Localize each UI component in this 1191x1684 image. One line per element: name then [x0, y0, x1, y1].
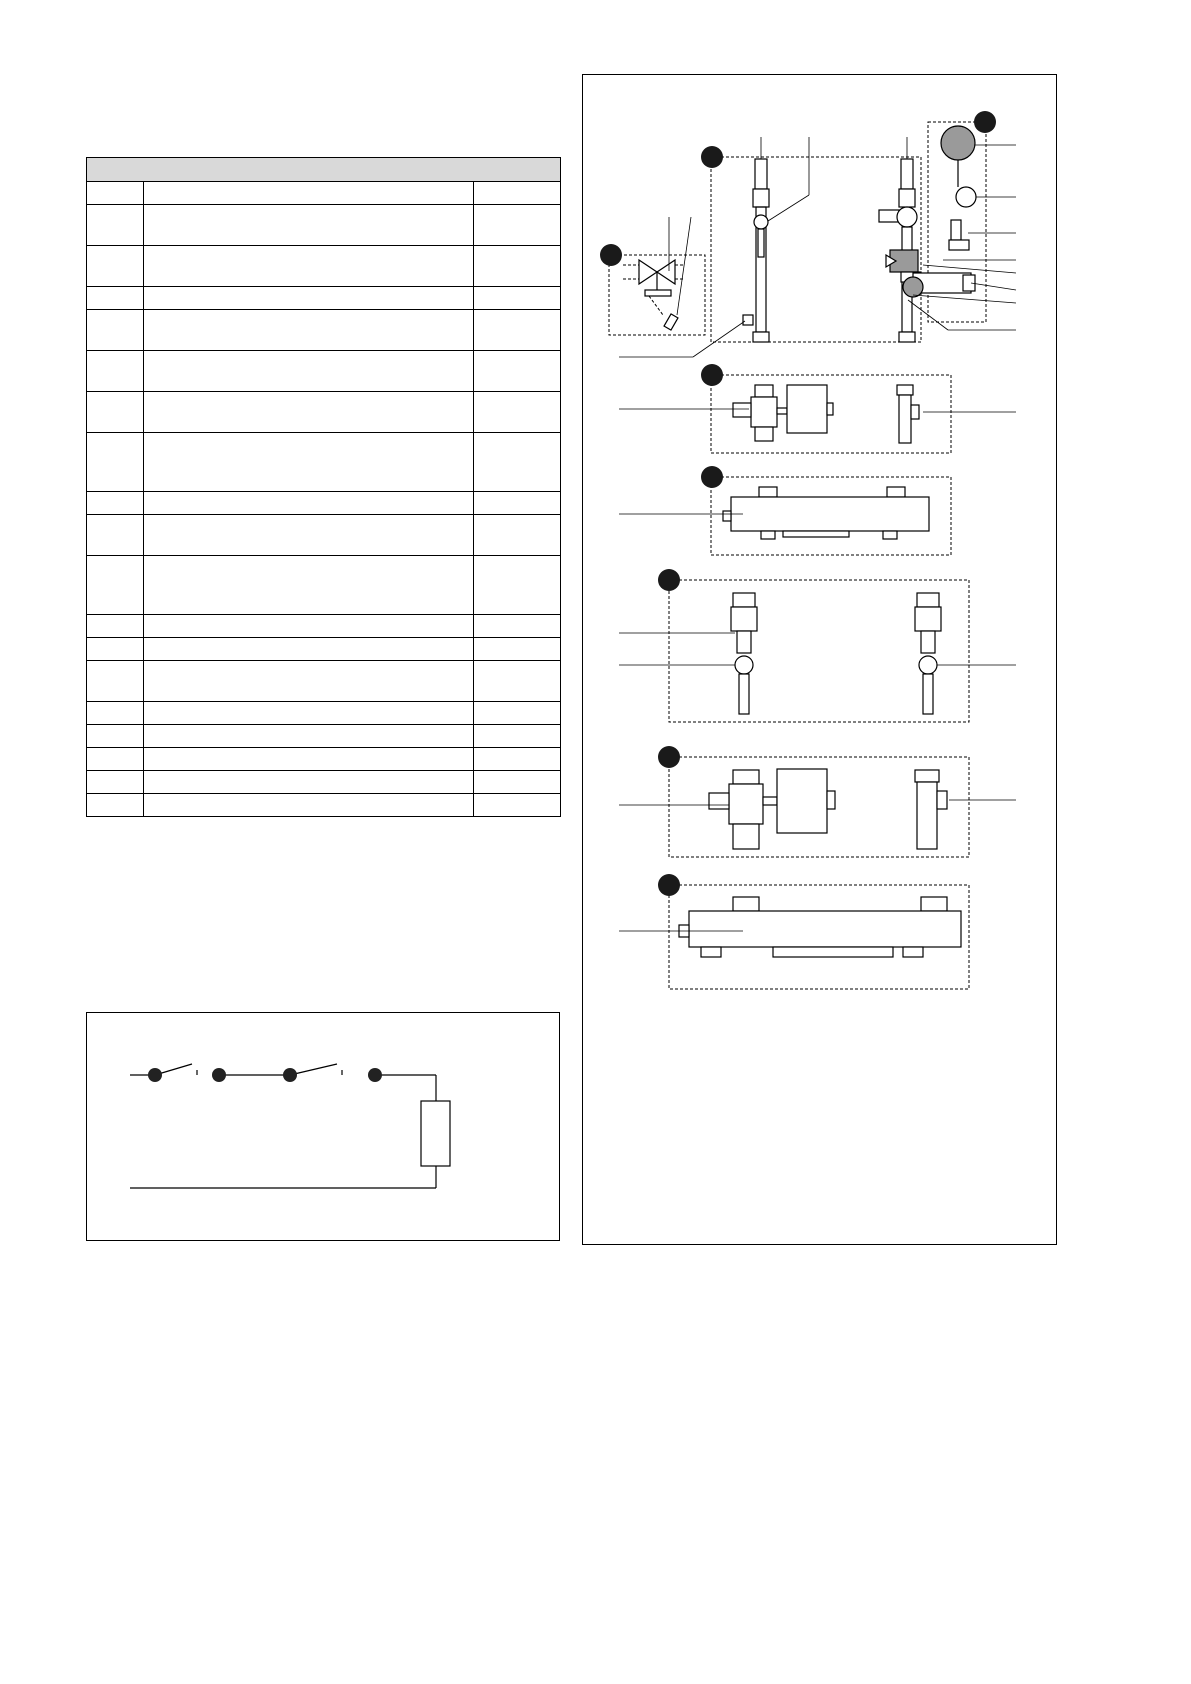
- part-quantity-cell: [474, 725, 561, 748]
- group-manifold-large: [619, 874, 969, 989]
- part-quantity-cell: [474, 205, 561, 246]
- parts-table-row: [87, 748, 561, 771]
- parts-table-header-cell: [87, 158, 561, 182]
- part-description-cell: [144, 205, 474, 246]
- parts-table-row: [87, 556, 561, 615]
- part-description-cell: [144, 246, 474, 287]
- part-description-cell: [144, 725, 474, 748]
- group-isolation-valves: [619, 569, 1016, 722]
- part-quantity-cell: [474, 182, 561, 205]
- part-quantity-cell: [474, 246, 561, 287]
- parts-table-row: [87, 492, 561, 515]
- part-number-cell: [87, 702, 144, 725]
- part-quantity-cell: [474, 638, 561, 661]
- part-number-cell: [87, 351, 144, 392]
- parts-table-row: [87, 182, 561, 205]
- parts-table-row: [87, 205, 561, 246]
- group-manifold-small: [619, 466, 951, 555]
- part-quantity-cell: [474, 433, 561, 492]
- part-number-cell: [87, 725, 144, 748]
- group-pump-set: [619, 364, 1016, 453]
- parts-table-header: [87, 158, 561, 182]
- badge-pump-set: [701, 364, 723, 386]
- part-number-cell: [87, 205, 144, 246]
- parts-table-row: [87, 287, 561, 310]
- part-description-cell: [144, 492, 474, 515]
- group-zone-valve: [600, 217, 705, 335]
- part-description-cell: [144, 310, 474, 351]
- part-number-cell: [87, 748, 144, 771]
- part-quantity-cell: [474, 392, 561, 433]
- part-description-cell: [144, 748, 474, 771]
- part-number-cell: [87, 433, 144, 492]
- part-quantity-cell: [474, 310, 561, 351]
- part-description-cell: [144, 182, 474, 205]
- part-number-cell: [87, 556, 144, 615]
- components-panel: [582, 74, 1057, 1245]
- part-description-cell: [144, 515, 474, 556]
- part-quantity-cell: [474, 794, 561, 817]
- part-description-cell: [144, 351, 474, 392]
- part-description-cell: [144, 556, 474, 615]
- parts-table-body: [87, 182, 561, 817]
- terminal-1: [148, 1068, 162, 1082]
- part-quantity-cell: [474, 287, 561, 310]
- parts-table-row: [87, 433, 561, 492]
- parts-table-row: [87, 615, 561, 638]
- part-description-cell: [144, 392, 474, 433]
- badge-expansion-vessel: [974, 111, 996, 133]
- part-description-cell: [144, 615, 474, 638]
- parts-table-row: [87, 246, 561, 287]
- badge-isolation-valves: [658, 569, 680, 591]
- part-number-cell: [87, 182, 144, 205]
- parts-table-row: [87, 351, 561, 392]
- parts-table-row: [87, 702, 561, 725]
- part-number-cell: [87, 615, 144, 638]
- terminal-3: [283, 1068, 297, 1082]
- parts-table-row: [87, 661, 561, 702]
- part-quantity-cell: [474, 615, 561, 638]
- wiring-diagram: [86, 1012, 560, 1241]
- badge-pump-set-large: [658, 746, 680, 768]
- part-number-cell: [87, 515, 144, 556]
- part-quantity-cell: [474, 515, 561, 556]
- group-pump-set-large: [619, 746, 1016, 857]
- badge-zone-valve: [600, 244, 622, 266]
- load-resistor: [421, 1101, 450, 1166]
- part-number-cell: [87, 310, 144, 351]
- badge-manifold-large: [658, 874, 680, 896]
- parts-table-row: [87, 515, 561, 556]
- part-number-cell: [87, 287, 144, 310]
- parts-table-row: [87, 794, 561, 817]
- part-description-cell: [144, 702, 474, 725]
- badge-valve-assembly: [701, 146, 723, 168]
- wiring-schematic: [87, 1013, 559, 1240]
- part-quantity-cell: [474, 748, 561, 771]
- part-quantity-cell: [474, 492, 561, 515]
- parts-table-row: [87, 310, 561, 351]
- part-quantity-cell: [474, 351, 561, 392]
- part-number-cell: [87, 638, 144, 661]
- part-quantity-cell: [474, 661, 561, 702]
- part-number-cell: [87, 492, 144, 515]
- parts-table-row: [87, 392, 561, 433]
- part-number-cell: [87, 794, 144, 817]
- terminal-4: [368, 1068, 382, 1082]
- terminal-2: [212, 1068, 226, 1082]
- part-description-cell: [144, 433, 474, 492]
- parts-table-row: [87, 771, 561, 794]
- switch-2: [290, 1064, 337, 1075]
- part-quantity-cell: [474, 771, 561, 794]
- part-description-cell: [144, 661, 474, 702]
- part-quantity-cell: [474, 702, 561, 725]
- part-description-cell: [144, 771, 474, 794]
- part-number-cell: [87, 661, 144, 702]
- parts-table-row: [87, 638, 561, 661]
- part-number-cell: [87, 246, 144, 287]
- part-description-cell: [144, 794, 474, 817]
- parts-table-row: [87, 725, 561, 748]
- part-number-cell: [87, 771, 144, 794]
- part-quantity-cell: [474, 556, 561, 615]
- part-description-cell: [144, 638, 474, 661]
- group-valve-assembly: [619, 137, 921, 357]
- part-number-cell: [87, 392, 144, 433]
- exploded-view: [583, 75, 1056, 1244]
- parts-table: [86, 157, 561, 817]
- group-expansion-vessel-kit: [903, 111, 1016, 330]
- badge-manifold-small: [701, 466, 723, 488]
- part-description-cell: [144, 287, 474, 310]
